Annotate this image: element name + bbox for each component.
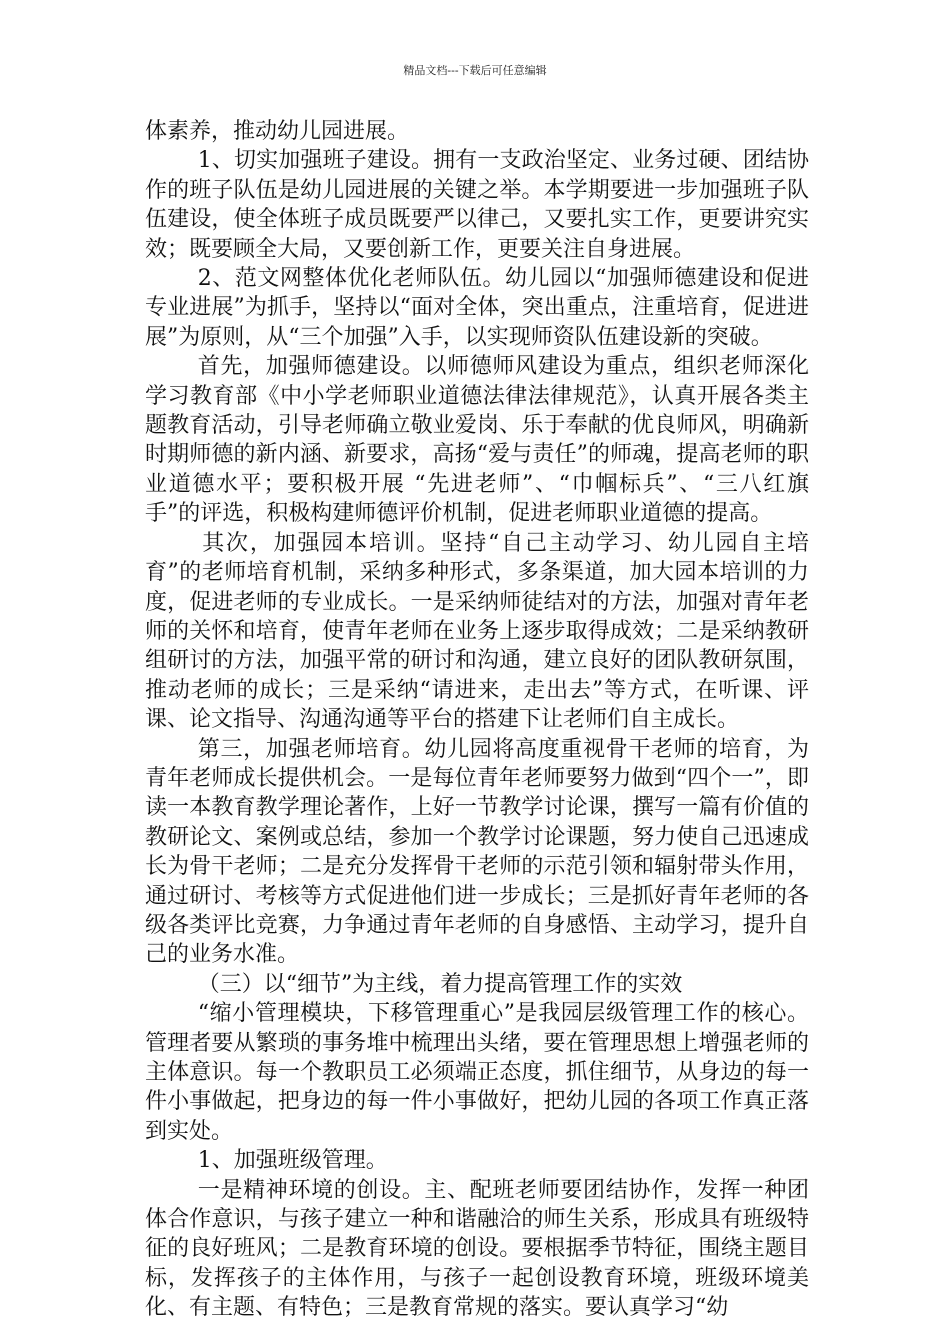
paragraph: 首先，加强师德建设。以师德师风建设为重点，组织老师深化学习教育部《中小学老师职业道德法律法律规范》，认真开展各类主题教育活动，引导老师确立敬业爱岗、乐于奉献的优良师风，明确新时期师德的新内涵、新要求，高扬“爱与责任”的师魂，提高老师的职业道德水平；要积极开展 “先进老师”、“巾帼标兵”、“三八红旗手”的评选，积极构建师德评价机制，促进老师职业道德的提高。 [145,354,809,527]
subsection-heading: 1、加强班级管理。 [197,1148,388,1174]
document-body [145,117,809,1323]
paragraph: “缩小管理模块，下移管理重心”是我园层级管理工作的核心。管理者要从繁琐的事务堆中梳理出头绪，要在管理思想上增强老师的主体意识。每一个教职员工必须端正态度，抓住细节，从身边的每一件小事做起，把身边的每一件小事做好，把幼儿园的各项工作真正落到实处。 [145,1001,809,1144]
paragraph: 其次，加强园本培训。坚持“自己主动学习、幼儿园自主培育”的老师培育机制，采纳多种形式，多条渠道，加大园本培训的力度，促进老师的专业成长。一是采纳师徒结对的方法，加强对青年老师的关怀和培育，使青年老师在业务上逐步取得成效；二是采纳教研组研讨的方法，加强平常的研讨和沟通，建立良好的团队教研氛围，推动老师的成长；三是采纳“请进来，走出去”等方式，在听课、评课、论文指导、沟通沟通等平台的搭建下让老师们自主成长。 [145,530,809,733]
paragraph: 一是精神环境的创设。主、配班老师要团结协作，发挥一种团体合作意识，与孩子建立一种和谐融洽的师生关系，形成具有班级特征的良好班风；二是教育环境的创设。要根据季节特征，围绕主题目标，发挥孩子的主体作用，与孩子一起创设教育环境，班级环境美化、有主题、有特色；三是教育常规的落实。要认真学习“幼 [145,1177,809,1321]
paragraph: 体素养，推动幼儿园进展。 [145,119,410,144]
paragraph: 第三，加强老师培育。幼儿园将高度重视骨干老师的培育，为青年老师成长提供机会。一是每位青年老师要努力做到“四个一”，即读一本教育教学理论著作，上好一节教学讨论课，撰写一篇有价值的教研论文、案例或总结，参加一个教学讨论课题，努力使自己迅速成长为骨干老师；二是充分发挥骨干老师的示范引领和辐射带头作用，通过研讨、考核等方式促进他们进一步成长；三是抓好青年老师的各级各类评比竞赛，力争通过青年老师的自身感悟、主动学习，提升自己的业务水准。 [145,736,809,968]
page-header: 精品文档---下载后可任意编辑 [403,64,547,77]
paragraph: 1、切实加强班子建设。拥有一支政治坚定、业务过硬、团结协作的班子队伍是幼儿园进展的关键之举。本学期要进一步加强班子队伍建设，使全体班子成员既要严以律己，又要扎实工作，更要讲究实效；既要顾全大局，又要创新工作，更要关注自身进展。 [145,148,809,262]
section-heading: （三）以“细节”为主线，着力提高管理工作的实效 [197,971,683,997]
paragraph: 2、范文网整体优化老师队伍。幼儿园以“加强师德建设和促进专业进展”为抓手，坚持以“面对全体，突出重点，注重培育，促进进展”为原则，从“三个加强”入手，以实现师资队伍建设新的突破。 [145,266,809,350]
